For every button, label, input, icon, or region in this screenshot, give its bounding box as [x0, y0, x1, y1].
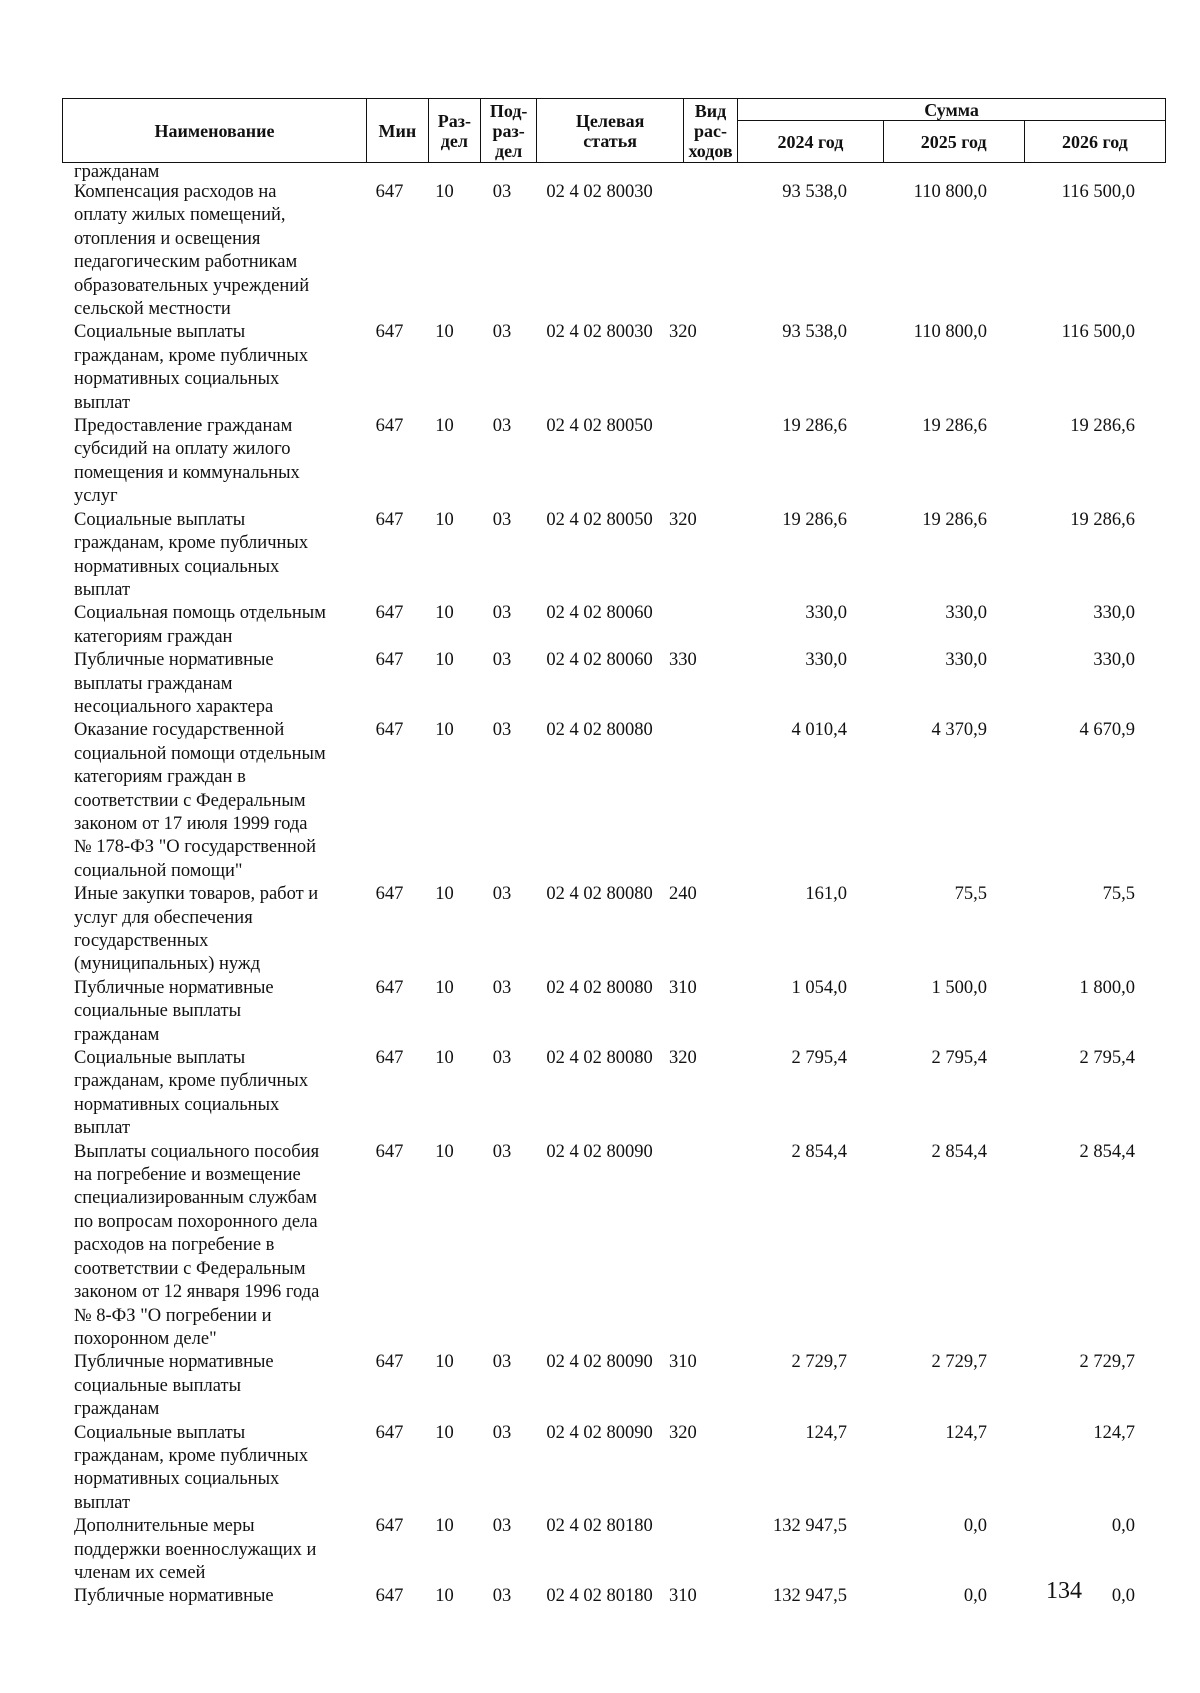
- row-2026: 75,5: [1102, 884, 1135, 905]
- header-2026: 2026 год: [1024, 121, 1165, 163]
- row-podrazdel: 03: [492, 720, 512, 741]
- header-2025: 2025 год: [883, 121, 1024, 163]
- row-podrazdel: 03: [492, 1048, 512, 1069]
- row-vid: 320: [669, 1048, 697, 1069]
- row-min: 647: [375, 1586, 404, 1607]
- row-razdel: 10: [435, 977, 454, 998]
- row-2026: 4 670,9: [1079, 720, 1135, 741]
- header-2024: 2024 год: [738, 121, 883, 163]
- row-2025: 19 286,6: [922, 509, 987, 530]
- row-2024: 93 538,0: [782, 182, 847, 202]
- row-celevaya: 02 4 02 80060: [546, 650, 653, 671]
- row-2025: 1 500,0: [931, 977, 987, 998]
- row-podrazdel: 03: [492, 1141, 512, 1162]
- table-row: [62, 977, 1166, 1047]
- row-razdel: 10: [435, 322, 454, 343]
- row-celevaya: 02 4 02 80060: [546, 603, 653, 624]
- row-vid: 310: [669, 977, 697, 998]
- row-2025: 110 800,0: [913, 322, 987, 343]
- row-podrazdel: 03: [492, 322, 512, 343]
- table-row: [62, 1047, 1166, 1141]
- row-2025: 110 800,0: [913, 182, 987, 202]
- table-row: [62, 415, 1166, 509]
- row-celevaya: 02 4 02 80050: [546, 509, 653, 530]
- row-name: Компенсация расходов на оплату жилых помещений, отопления и освещения педагогическим работникам образовательных учреждений сельской местности: [74, 182, 310, 320]
- row-podrazdel: 03: [492, 603, 512, 624]
- row-celevaya: 02 4 02 80080: [546, 884, 653, 905]
- row-razdel: 10: [435, 509, 454, 530]
- header-podrazdel: Под- раз- дел: [480, 99, 536, 163]
- row-podrazdel: 03: [492, 977, 512, 998]
- row-name: Социальные выплаты гражданам, кроме публичных нормативных социальных выплат: [74, 322, 309, 413]
- row-2024: 19 286,6: [782, 509, 847, 530]
- header-name: Наименование: [63, 99, 367, 163]
- row-2026: 330,0: [1093, 650, 1135, 671]
- row-2025: 330,0: [945, 650, 987, 671]
- row-2026: 2 854,4: [1079, 1141, 1135, 1162]
- row-2026: 19 286,6: [1070, 509, 1135, 530]
- row-2026: 330,0: [1093, 603, 1135, 624]
- row-2024: 132 947,5: [773, 1516, 847, 1537]
- header-vid: Вид рас- ходов: [683, 99, 737, 163]
- header-celevaya: Целевая статья: [537, 99, 684, 163]
- row-min: 647: [375, 182, 404, 202]
- row-min: 647: [375, 1352, 404, 1373]
- row-razdel: 10: [435, 1141, 454, 1162]
- table-row: [62, 1422, 1166, 1516]
- table-row: [62, 181, 1166, 321]
- row-podrazdel: 03: [492, 1586, 512, 1607]
- row-2025: 2 795,4: [931, 1048, 987, 1069]
- row-celevaya: 02 4 02 80030: [546, 322, 653, 343]
- row-min: 647: [375, 977, 404, 998]
- table-row: [62, 649, 1166, 719]
- row-vid: 330: [669, 650, 697, 671]
- row-min: 647: [375, 322, 404, 343]
- header-summa: Сумма: [738, 99, 1166, 121]
- row-podrazdel: 03: [492, 884, 512, 905]
- row-min: 647: [375, 650, 404, 671]
- row-celevaya: 02 4 02 80030: [546, 182, 653, 202]
- table-row: [62, 321, 1166, 415]
- row-2025: 2 729,7: [931, 1352, 987, 1373]
- row-name: Иные закупки товаров, работ и услуг для обеспечения государственных (муниципальных) нужд: [74, 884, 319, 975]
- row-celevaya: 02 4 02 80080: [546, 1048, 653, 1069]
- row-min: 647: [375, 1422, 404, 1443]
- row-2025: 0,0: [963, 1586, 987, 1607]
- row-podrazdel: 03: [492, 509, 512, 530]
- row-min: 647: [375, 603, 404, 624]
- row-2025: 19 286,6: [922, 416, 987, 437]
- row-2024: 93 538,0: [782, 322, 847, 343]
- row-2024: 2 729,7: [791, 1352, 847, 1373]
- row-min: 647: [375, 884, 404, 905]
- row-2024: 2 854,4: [791, 1141, 847, 1162]
- row-celevaya: 02 4 02 80180: [546, 1516, 653, 1537]
- row-name: Оказание государственной социальной помощи отдельным категориям граждан в соответствии с Федеральным законом от 17 июля 1999 года № 178-ФЗ "О государственной социальной помощи": [74, 720, 326, 881]
- row-name: Социальные выплаты гражданам, кроме публичных нормативных социальных выплат: [74, 509, 309, 600]
- row-razdel: 10: [435, 416, 454, 437]
- row-vid: 310: [669, 1352, 697, 1373]
- row-min: 647: [375, 509, 404, 530]
- header-min: Мин: [366, 99, 428, 163]
- row-name: Предоставление гражданам субсидий на оплату жилого помещения и коммунальных услуг: [74, 416, 300, 507]
- row-min: 647: [375, 1048, 404, 1069]
- row-min: 647: [375, 1141, 404, 1162]
- table-row: [62, 1515, 1166, 1585]
- row-razdel: 10: [435, 1422, 454, 1443]
- row-celevaya: 02 4 02 80050: [546, 416, 653, 437]
- row-min: 647: [375, 1516, 404, 1537]
- row-min: 647: [375, 720, 404, 741]
- row-2026: 2 729,7: [1079, 1352, 1135, 1373]
- table-row: [62, 883, 1166, 977]
- row-podrazdel: 03: [492, 1352, 512, 1373]
- row-vid: 320: [669, 1422, 697, 1443]
- row-celevaya: 02 4 02 80080: [546, 977, 653, 998]
- row-name: Публичные нормативные выплаты гражданам несоциального характера: [74, 650, 274, 717]
- row-name: Социальная помощь отдельным категориям граждан: [74, 603, 326, 647]
- row-2026: 1 800,0: [1079, 977, 1135, 998]
- row-2024: 330,0: [805, 650, 847, 671]
- row-2026: 0,0: [1111, 1586, 1135, 1607]
- table-body: [62, 181, 1166, 1609]
- row-podrazdel: 03: [492, 1422, 512, 1443]
- row-razdel: 10: [435, 720, 454, 741]
- row-2025: 2 854,4: [931, 1141, 987, 1162]
- row-vid: 320: [669, 509, 697, 530]
- row-name: Публичные нормативные социальные выплаты гражданам: [74, 977, 274, 1045]
- row-podrazdel: 03: [492, 650, 512, 671]
- row-razdel: 10: [435, 884, 454, 905]
- row-name: Социальные выплаты гражданам, кроме публичных нормативных социальных выплат: [74, 1422, 309, 1513]
- table-row: [62, 1351, 1166, 1421]
- row-name: Выплаты социального пособия на погребение и возмещение специализированным службам по вопросам похоронного дела расходов на погребение в соответствии с Федеральным законом от 12 января 1996 года № 8-ФЗ "О погребении и похоронном деле": [74, 1141, 320, 1349]
- row-min: 647: [375, 416, 404, 437]
- table-row: [62, 602, 1166, 649]
- row-celevaya: 02 4 02 80080: [546, 720, 653, 741]
- row-vid: 310: [669, 1586, 697, 1607]
- row-podrazdel: 03: [492, 416, 512, 437]
- page-number: 134: [1046, 1578, 1082, 1604]
- row-celevaya: 02 4 02 80090: [546, 1141, 653, 1162]
- row-razdel: 10: [435, 1352, 454, 1373]
- row-razdel: 10: [435, 650, 454, 671]
- row-2024: 132 947,5: [773, 1586, 847, 1607]
- row-2024: 1 054,0: [791, 977, 847, 998]
- row-2026: 124,7: [1093, 1422, 1135, 1443]
- row-razdel: 10: [435, 1048, 454, 1069]
- row-2024: 330,0: [805, 603, 847, 624]
- table-row: [62, 1141, 1166, 1352]
- row-vid: 320: [669, 322, 697, 343]
- row-celevaya: 02 4 02 80090: [546, 1352, 653, 1373]
- row-razdel: 10: [435, 1516, 454, 1537]
- row-2025: 0,0: [963, 1516, 987, 1537]
- row-2024: 124,7: [805, 1422, 847, 1443]
- table-header: [62, 98, 1166, 163]
- header-razdel: Раз- дел: [428, 99, 480, 163]
- row-name: Публичные нормативные социальные выплаты гражданам: [74, 1352, 274, 1420]
- row-2026: 0,0: [1111, 1516, 1135, 1537]
- row-2025: 330,0: [945, 603, 987, 624]
- row-razdel: 10: [435, 603, 454, 624]
- row-2024: 4 010,4: [791, 720, 847, 741]
- budget-table-page: [62, 98, 1166, 1609]
- row-2026: 2 795,4: [1079, 1048, 1135, 1069]
- row-2024: 161,0: [805, 884, 847, 905]
- row-2026: 116 500,0: [1061, 322, 1135, 343]
- row-name: Дополнительные меры поддержки военнослужащих и членам их семей: [74, 1516, 317, 1583]
- row-podrazdel: 03: [492, 1516, 512, 1537]
- table-row: [62, 719, 1166, 883]
- row-razdel: 10: [435, 182, 454, 202]
- row-2026: 19 286,6: [1070, 416, 1135, 437]
- table-row: [62, 1585, 1166, 1608]
- row-2024: 19 286,6: [782, 416, 847, 437]
- row-2025: 4 370,9: [931, 720, 987, 741]
- carry-over-text: гражданам: [74, 162, 160, 182]
- row-celevaya: 02 4 02 80090: [546, 1422, 653, 1443]
- table-row: [62, 509, 1166, 603]
- row-name: Публичные нормативные: [74, 1586, 274, 1607]
- row-2025: 124,7: [945, 1422, 987, 1443]
- row-name: Социальные выплаты гражданам, кроме публичных нормативных социальных выплат: [74, 1048, 309, 1139]
- row-2026: 116 500,0: [1061, 182, 1135, 202]
- row-2025: 75,5: [954, 884, 987, 905]
- row-razdel: 10: [435, 1586, 454, 1607]
- row-2024: 2 795,4: [791, 1048, 847, 1069]
- row-podrazdel: 03: [492, 182, 512, 202]
- row-celevaya: 02 4 02 80180: [546, 1586, 653, 1607]
- row-vid: 240: [669, 884, 697, 905]
